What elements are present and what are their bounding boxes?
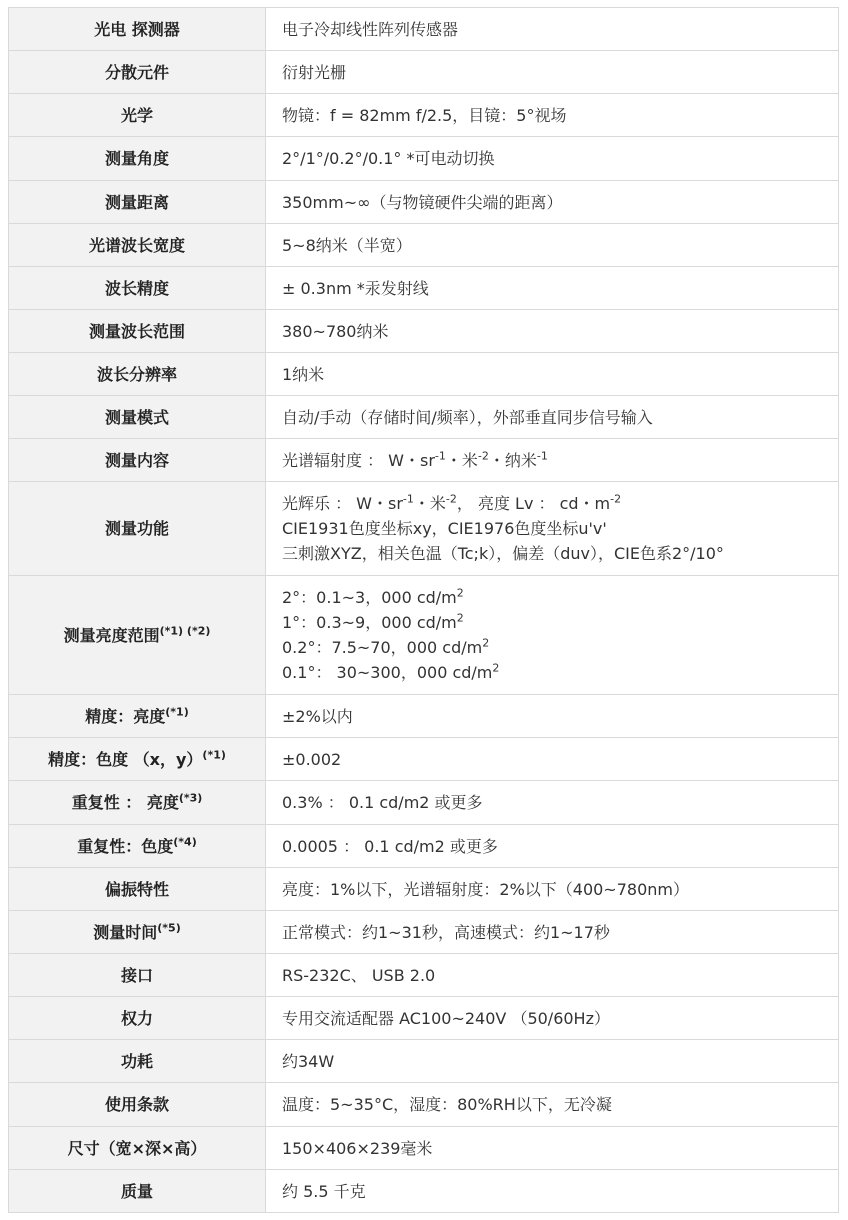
spec-value-cell: [266, 997, 839, 1040]
spec-value-cell: [266, 8, 839, 51]
spec-value-cell: [266, 1083, 839, 1127]
spec-label-cell: [9, 353, 266, 396]
spec-row: [9, 1083, 839, 1127]
spec-row: [9, 1127, 839, 1170]
spec-value-line: [282, 541, 822, 566]
spec-value-line: [282, 276, 822, 301]
spec-value-line: [282, 1179, 822, 1204]
spec-value-line: [282, 704, 822, 729]
spec-value-text: 0.2°：7.5~70，000 cd/m: [282, 638, 483, 657]
spec-label-cell: [9, 1040, 266, 1083]
spec-row: [9, 439, 839, 482]
spec-value-superscript: -2: [610, 492, 622, 506]
spec-label: 精度：色度 （x，y）: [48, 749, 203, 769]
spec-row: [9, 482, 839, 576]
spec-label-cell: [9, 137, 266, 181]
spec-value-line: [282, 877, 822, 902]
spec-row: [9, 94, 839, 137]
spec-value-superscript: 2: [456, 586, 464, 600]
spec-value-line: [282, 362, 822, 387]
spec-value-text: 1纳米: [282, 364, 325, 384]
spec-label: 接口: [120, 965, 153, 985]
spec-row: [9, 181, 839, 224]
spec-value-cell: [266, 267, 839, 310]
spec-row: [9, 267, 839, 310]
spec-value-text: 自动/手动（存储时间/频率），外部垂直同步信号输入: [282, 407, 653, 427]
spec-value-superscript: -1: [536, 449, 548, 463]
spec-value-text: 1°：0.3~9，000 cd/m: [282, 613, 457, 632]
spec-label-cell: [9, 267, 266, 310]
spec-label-cell: [9, 482, 266, 576]
spec-value-line: [282, 585, 822, 610]
spec-value-line: [282, 747, 822, 772]
spec-label: 权力: [120, 1008, 153, 1028]
spec-label-cell: [9, 911, 266, 954]
spec-row: [9, 353, 839, 396]
spec-value-line: [282, 491, 822, 516]
spec-value-line: [282, 1092, 822, 1117]
spec-label-footnote: (*1) (*2): [159, 624, 211, 638]
spec-label: 测量角度: [104, 149, 169, 168]
spec-label-footnote: (*1): [202, 748, 226, 762]
spec-value-line: [282, 17, 822, 42]
spec-value-line: [282, 448, 822, 473]
spec-row: [9, 137, 839, 181]
spec-label: 波长精度: [104, 278, 169, 298]
spec-value-text: 150×406×239毫米: [282, 1138, 433, 1158]
spec-value-text: RS-232C、 USB 2.0: [282, 965, 436, 985]
spec-value-text: 0.1°： 30~300，000 cd/m: [282, 663, 493, 682]
spec-value-text: 专用交流适配器 AC100~240V （50/60Hz）: [282, 1008, 610, 1028]
spec-label: 波长分辨率: [96, 364, 177, 384]
spec-row: [9, 310, 839, 353]
spec-label-cell: [9, 224, 266, 267]
spec-value-line: [282, 233, 822, 258]
spec-label-cell: [9, 738, 266, 781]
spec-value-cell: [266, 1127, 839, 1170]
spec-value-line: [282, 790, 822, 815]
spec-label: 光学: [120, 105, 153, 125]
spec-value-text: ， 亮度 Lv ： cd・m: [456, 494, 611, 513]
spec-value-line: [282, 1006, 822, 1031]
spec-label: 质量: [120, 1181, 153, 1201]
spec-value-cell: [266, 353, 839, 396]
spec-value-superscript: 2: [482, 636, 490, 650]
spec-label-cell: [9, 94, 266, 137]
spec-label: 重复性：色度: [77, 836, 174, 856]
spec-value-text: ・米: [445, 450, 478, 470]
spec-value-line: [282, 146, 822, 171]
spec-row: [9, 738, 839, 781]
spec-label-cell: [9, 181, 266, 224]
spec-label-cell: [9, 310, 266, 353]
spec-value-line: [282, 319, 822, 344]
spec-label: 分散元件: [104, 62, 169, 82]
spec-label-cell: [9, 439, 266, 482]
spec-value-text: 亮度：1%以下，光谱辐射度：2%以下（400~780nm）: [282, 879, 689, 899]
spec-row: [9, 868, 839, 911]
spec-value-text: 电子冷却线性阵列传感器: [282, 19, 459, 39]
spec-value-text: 380~780纳米: [282, 321, 389, 341]
spec-value-text: CIE1931色度坐标xy，CIE1976色度坐标u'v': [282, 519, 607, 538]
spec-value-line: [282, 103, 822, 128]
spec-value-text: 约 5.5 千克: [282, 1181, 366, 1201]
spec-value-line: [282, 635, 822, 660]
spec-value-text: ±0.002: [282, 749, 342, 769]
spec-value-superscript: -2: [445, 492, 457, 506]
spec-table-body: [9, 8, 839, 1213]
spec-label: 尺寸（宽×深×高）: [67, 1138, 207, 1158]
spec-label: 重复性 ： 亮度: [71, 793, 179, 812]
spec-value-text: 0.3% ： 0.1 cd/m2 或更多: [282, 793, 483, 812]
spec-value-line: [282, 1136, 822, 1161]
spec-value-superscript: -1: [402, 492, 414, 506]
spec-label: 测量距离: [104, 192, 169, 212]
spec-row: [9, 781, 839, 825]
spec-label-cell: [9, 576, 266, 695]
spec-label: 光电 探测器: [94, 19, 180, 39]
spec-label-cell: [9, 997, 266, 1040]
spec-value-text: 光辉乐 ： W・sr: [282, 494, 403, 513]
spec-value-line: [282, 963, 822, 988]
spec-value-cell: [266, 954, 839, 997]
spec-value-text: 物镜：f = 82mm f/2.5，目镜：5°视场: [282, 105, 567, 125]
spec-label-cell: [9, 1170, 266, 1213]
spec-value-cell: [266, 1170, 839, 1213]
spec-label-cell: [9, 8, 266, 51]
spec-value-cell: [266, 825, 839, 868]
spec-label-cell: [9, 825, 266, 868]
spec-value-text: ±2%以内: [282, 706, 353, 726]
spec-label: 测量内容: [104, 450, 169, 470]
spec-value-text: ・米: [413, 494, 446, 513]
spec-label: 精度：亮度: [85, 706, 166, 726]
spec-value-line: [282, 190, 822, 215]
spec-table: [8, 7, 839, 1213]
spec-label-footnote: (*3): [178, 791, 203, 805]
spec-value-superscript: -1: [434, 449, 446, 463]
spec-value-superscript: 2: [492, 661, 500, 675]
spec-label: 功耗: [120, 1051, 153, 1071]
spec-value-line: [282, 920, 822, 945]
spec-label-cell: [9, 396, 266, 439]
spec-value-cell: [266, 137, 839, 181]
spec-value-cell: [266, 482, 839, 576]
spec-value-cell: [266, 868, 839, 911]
spec-row: [9, 911, 839, 954]
spec-value-line: [282, 60, 822, 85]
spec-row: [9, 51, 839, 94]
spec-value-superscript: -2: [477, 449, 489, 463]
spec-value-cell: [266, 439, 839, 482]
spec-value-cell: [266, 695, 839, 738]
spec-value-cell: [266, 1040, 839, 1083]
spec-label-cell: [9, 868, 266, 911]
spec-label: 测量模式: [104, 407, 169, 427]
spec-value-text: 350mm~∞（与物镜硬件尖端的距离）: [282, 192, 563, 212]
spec-row: [9, 825, 839, 868]
spec-value-line: [282, 516, 822, 541]
spec-value-text: 光谱辐射度 ： W・sr: [282, 450, 435, 470]
spec-label-cell: [9, 1127, 266, 1170]
spec-label-cell: [9, 51, 266, 94]
spec-label-footnote: (*4): [173, 835, 197, 849]
spec-label-footnote: (*5): [157, 921, 181, 935]
spec-row: [9, 396, 839, 439]
spec-value-text: ・纳米: [488, 450, 537, 470]
spec-label-cell: [9, 954, 266, 997]
spec-value-text: ± 0.3nm *汞发射线: [282, 278, 429, 298]
spec-label: 测量功能: [104, 519, 169, 538]
spec-value-line: [282, 610, 822, 635]
spec-table-container: [8, 7, 839, 1213]
spec-label: 测量波长范围: [88, 321, 185, 341]
spec-value-text: 0.0005 ： 0.1 cd/m2 或更多: [282, 836, 498, 856]
spec-value-cell: [266, 224, 839, 267]
spec-label-cell: [9, 781, 266, 825]
spec-value-text: 三刺激XYZ，相关色温（Tc;k），偏差（duv），CIE色系2°/10°: [282, 544, 724, 563]
spec-value-cell: [266, 738, 839, 781]
spec-row: [9, 954, 839, 997]
spec-value-text: 2°/1°/0.2°/0.1° *可电动切换: [282, 149, 495, 168]
spec-label: 使用条款: [104, 1095, 169, 1114]
spec-row: [9, 997, 839, 1040]
spec-value-cell: [266, 94, 839, 137]
spec-row: [9, 576, 839, 695]
spec-value-text: 5~8纳米（半宽）: [282, 235, 412, 255]
spec-value-text: 约34W: [282, 1051, 335, 1071]
spec-value-cell: [266, 51, 839, 94]
spec-row: [9, 1040, 839, 1083]
spec-label-cell: [9, 1083, 266, 1127]
spec-value-line: [282, 834, 822, 859]
spec-value-text: 2°：0.1~3，000 cd/m: [282, 588, 457, 607]
spec-value-cell: [266, 576, 839, 695]
spec-row: [9, 695, 839, 738]
spec-row: [9, 8, 839, 51]
spec-row: [9, 1170, 839, 1213]
spec-value-text: 衍射光栅: [282, 62, 347, 82]
spec-value-text: 温度：5~35°C，湿度：80%RH以下，无冷凝: [282, 1095, 612, 1114]
spec-value-cell: [266, 310, 839, 353]
spec-label: 偏振特性: [104, 879, 169, 899]
spec-label-cell: [9, 695, 266, 738]
spec-value-line: [282, 660, 822, 685]
spec-value-cell: [266, 781, 839, 825]
spec-label: 光谱波长宽度: [88, 235, 185, 255]
spec-value-line: [282, 405, 822, 430]
spec-value-cell: [266, 396, 839, 439]
spec-value-cell: [266, 911, 839, 954]
spec-label-footnote: (*1): [165, 705, 189, 719]
spec-row: [9, 224, 839, 267]
spec-value-text: 正常模式：约1~31秒，高速模式：约1~17秒: [282, 922, 610, 942]
spec-value-cell: [266, 181, 839, 224]
spec-value-superscript: 2: [456, 611, 464, 625]
spec-value-line: [282, 1049, 822, 1074]
spec-label: 测量亮度范围: [63, 625, 160, 645]
spec-label: 测量时间: [93, 922, 158, 942]
